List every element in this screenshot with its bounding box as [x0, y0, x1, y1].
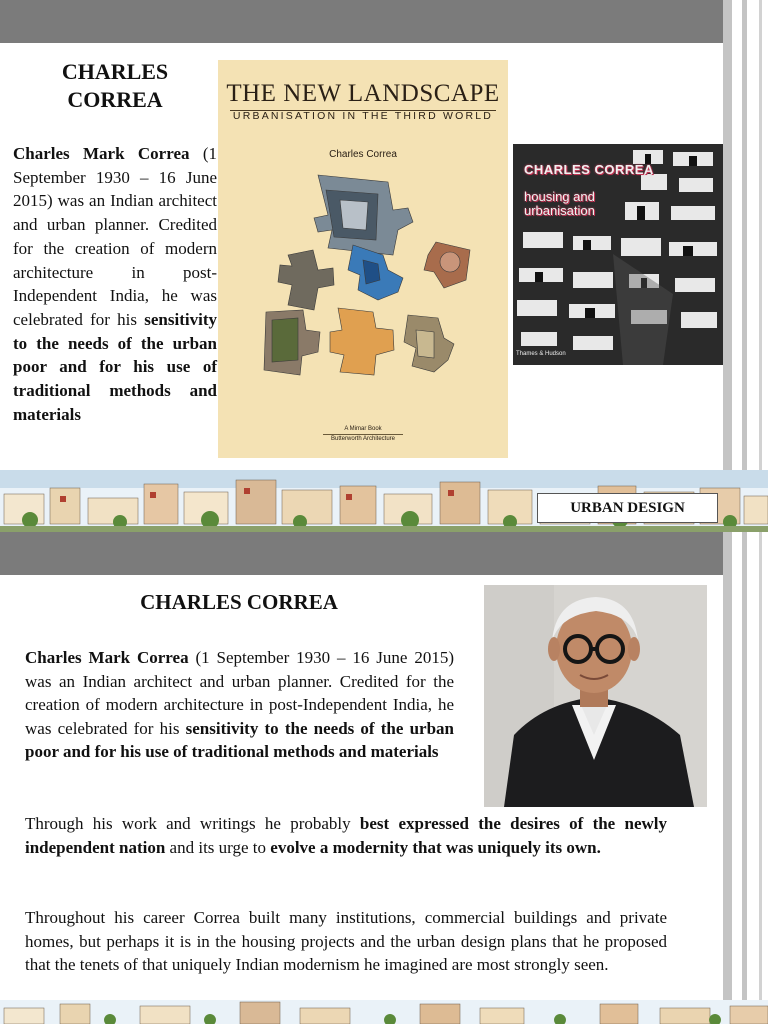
slide-header-bar [0, 0, 723, 43]
emphasis-text: sensitivity to the needs of the urban poor and for his use of traditional methods and materials [25, 718, 454, 761]
legacy-text-c: and its urge to [165, 837, 271, 857]
bio-paragraph [25, 646, 454, 764]
legacy-paragraph [25, 812, 667, 859]
urban-design-tag: URBAN DESIGN [537, 493, 718, 523]
legacy-text-a: Through his work and writings he probably [25, 814, 360, 833]
book-title: THE NEW LANDSCAPE [226, 80, 500, 107]
intro-text: (1 September 1930 – 16 June 2015) was an Indian architect and urban planner. Credited for the creation of modern architecture in post-Independent India, he was celebrated for his [13, 144, 217, 329]
intro-paragraph [13, 142, 217, 426]
portrait-photo [484, 585, 707, 807]
emphasis-text: sensitivity to the needs of the urban poor and for his use of traditional methods and materials [13, 309, 217, 424]
slide-header-bar [0, 532, 723, 575]
page-title: CHARLES CORREA [61, 59, 169, 112]
book-cover-new-landscape [218, 60, 508, 458]
legacy-emphasis-d: evolve a modernity that was uniquely its own. [270, 837, 601, 857]
city-skyline-banner [0, 1000, 768, 1024]
bio-text: (1 September 1930 – 16 June 2015) was an Indian architect and urban planner. Credited for the creation of modern architecture in post-Independent India, he was celebrated for his [25, 648, 454, 738]
book-footer-publisher: Butterworth Architecture [323, 434, 403, 442]
book-footer-series: A Mimar Book [344, 426, 382, 432]
housing-publisher: Thames & Hudson [516, 351, 566, 357]
name-text: Charles Mark Correa [13, 144, 190, 163]
name-text: Charles Mark Correa [25, 648, 189, 667]
book-cover-housing-urbanisation [513, 144, 723, 365]
legacy-emphasis-b: best expressed the desires of the newly independent nation [25, 814, 667, 857]
housing-title: CHARLES CORREA [524, 162, 654, 177]
puzzle-pieces-illustration [248, 160, 478, 390]
city-skyline-illustration [0, 1000, 768, 1024]
section-title: CHARLES CORREA [140, 590, 338, 614]
book-author: Charles Correa [329, 149, 397, 160]
housing-subtitle: housing and urbanisation [524, 189, 595, 218]
career-paragraph: Throughout his career Correa built many institutions, commercial buildings and private homes, but perhaps it is in the housing projects and the urban design plans that he proposed that the tenets of that uniquely Indian modernism he imagined are most strongly seen. [25, 908, 667, 974]
housing-building-photo [513, 144, 723, 365]
book-subtitle: URBANISATION IN THE THIRD WORLD [232, 110, 494, 122]
portrait-illustration [484, 585, 707, 807]
